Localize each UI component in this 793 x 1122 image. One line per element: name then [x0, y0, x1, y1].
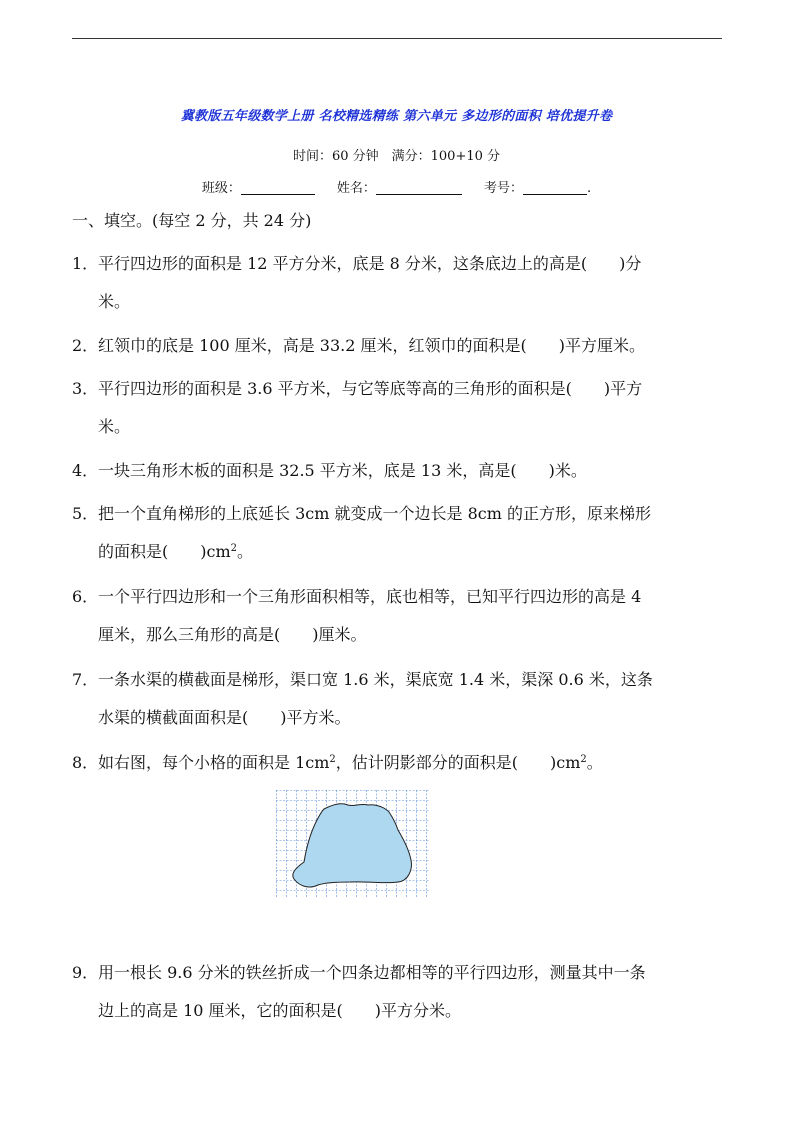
exam-meta: 时间：60 分钟 满分：100+10 分	[292, 149, 501, 164]
grid-shape-diagram	[276, 790, 430, 898]
question-number: 5．	[72, 504, 99, 523]
name-label: 姓名：	[336, 181, 376, 196]
question-number: 4．	[72, 461, 99, 480]
question-8	[72, 744, 726, 782]
page-title: 冀教版五年级数学上册 名校精选精练 第六单元 多边形的面积 培优提升卷	[180, 109, 613, 124]
question-text-cont: 厘米，那么三角形的高是( )厘米。	[98, 625, 367, 644]
question-text-cont: 的面积是( )$cm^2$。	[98, 542, 254, 561]
question-number: 1．	[72, 254, 99, 273]
question-5	[72, 495, 726, 571]
top-rule	[72, 38, 722, 39]
grid-figure	[276, 790, 430, 902]
exam-no-end: .	[586, 181, 592, 196]
question-text-cont: 水渠的横截面面积是( )平方米。	[98, 708, 351, 727]
question-text-cont: 米。	[98, 417, 131, 436]
question-number: 2．	[72, 336, 99, 355]
question-number: 9．	[72, 963, 99, 982]
class-label: 班级：	[201, 181, 241, 196]
question-number: 8．	[72, 753, 99, 772]
question-text: 用一根长 9.6 分米的铁丝折成一个四条边都相等的平行四边形，测量其中一条	[98, 963, 646, 982]
question-text-cont: 边上的高是 10 厘米，它的面积是( )平方分米。	[98, 1001, 462, 1020]
question-4	[72, 452, 726, 490]
question-text: 平行四边形的面积是 12 平方分米，底是 8 分米，这条底边上的高是( )分	[98, 254, 642, 273]
question-number: 7．	[72, 670, 99, 689]
question-9	[72, 954, 726, 1030]
student-info-row	[0, 177, 793, 196]
question-3	[72, 370, 726, 446]
question-6	[72, 578, 726, 654]
exam-no-label: 考号：	[483, 181, 523, 196]
question-text: 红领巾的底是 100 厘米，高是 33.2 厘米，红领巾的面积是( )平方厘米。	[98, 336, 645, 355]
section-title: 一、填空。(每空 2 分，共 24 分)	[72, 211, 312, 230]
question-1	[72, 245, 726, 321]
question-text: 一个平行四边形和一个三角形面积相等，底也相等，已知平行四边形的高是 4	[98, 587, 642, 606]
name-blank[interactable]	[376, 180, 462, 195]
question-text: 如右图，每个小格的面积是 $1cm^2$，估计阴影部分的面积是( )$cm^2$。	[98, 753, 603, 772]
question-2	[72, 327, 726, 365]
shaded-region	[293, 804, 412, 887]
question-number: 6．	[72, 587, 99, 606]
question-text: 平行四边形的面积是 3.6 平方米，与它等底等高的三角形的面积是( )平方	[98, 379, 643, 398]
class-blank[interactable]	[241, 180, 315, 195]
question-text: 一条水渠的横截面是梯形，渠口宽 1.6 米，渠底宽 1.4 米，渠深 0.6 米，这条	[98, 670, 653, 689]
question-text-cont: 米。	[98, 292, 131, 311]
question-number: 3．	[72, 379, 99, 398]
question-text: 一块三角形木板的面积是 32.5 平方米，底是 13 米，高是( )米。	[98, 461, 587, 480]
question-text: 把一个直角梯形的上底延长 3cm 就变成一个边长是 8cm 的正方形，原来梯形	[98, 504, 651, 523]
question-7	[72, 661, 726, 737]
exam-no-blank[interactable]	[523, 180, 587, 195]
